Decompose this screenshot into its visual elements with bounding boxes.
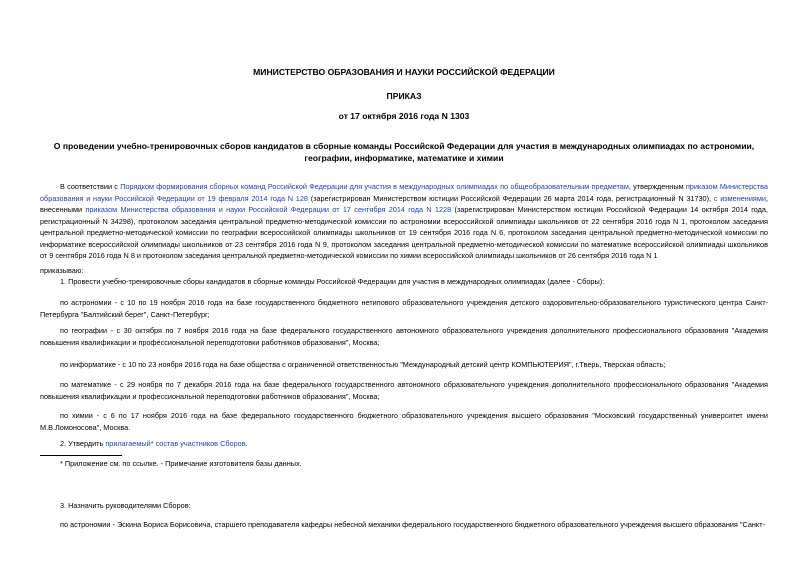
order-word: приказываю: — [40, 266, 84, 275]
preamble-paragraph — [40, 181, 768, 262]
preamble-text-5: (зарегистрирован Министерством юстиции Российской Федерации 14 октября 2014 года, регистрационный N 34298), протоколом заседания центральной предметно-методической комиссии по астрономии всероссийской олимпиады школьников от 22 сентября 2016 года N 1, протоколом заседания центральной предметно-методической комиссии по географии всероссийской олимпиады школьников от 19 сентября 2016 года N 6, протоколом заседания центральной предметно-методической комиссии по информатике всероссийской олимпиады школьников от 23 сентября 2016 года N 9, протоколом заседания центральной предметно-методической комиссии по математике всероссийской олимпиады школьников от 9 сентября 2016 года N 8 и протоколом заседания центральной предметно-методической комиссии по химии всероссийской олимпиады школьников от 26 сентября 2016 года N 1 — [40, 205, 768, 260]
footnote: * Приложение см. по ссылке. - Примечание изготовителя базы данных. — [60, 459, 302, 468]
item-informatics: по информатике - с 10 по 23 ноября 2016 года на базе общества с ограниченной ответственностью "Международный детский центр КОМПЬЮТЕРИЯ", г.Тверь, Тверская область; — [60, 360, 666, 369]
paragraph-2 — [40, 438, 768, 450]
footnote-divider — [40, 455, 122, 456]
link-procedure[interactable]: Порядком формирования сборных команд Российской Федерации для участия в международных олимпиадах по общеобразовательным предметам — [120, 182, 629, 191]
item-math: по математике - с 29 ноября по 7 декабря 2016 года на базе федерального государственного автономного образовательного учреждения дополнительного профессионального образования "Академия повышения квалификации и профессиональной переподготовки работников образования", Москва; — [40, 380, 768, 401]
item-geography: по географии - с 30 октября по 7 ноября 2016 года на базе федерального государственного автономного образовательного учреждения дополнительного профессионального образования "Академия повышения квалификации и профессиональной переподготовки работников образования", Москва; — [40, 326, 768, 347]
document-title: О проведении учебно-тренировочных сборов кандидатов в сборные команды Российской Федерации для участия в международных олимпиадах по астрономии, географии, информатике, математике и химии — [53, 141, 755, 163]
ministry-heading: МИНИСТЕРСТВО ОБРАЗОВАНИЯ И НАУКИ РОССИЙСКОЙ ФЕДЕРАЦИИ — [253, 67, 555, 77]
link-participants[interactable]: прилагаемый* состав участников Сборов — [105, 439, 246, 448]
heads-astronomy: по астрономии - Эскина Бориса Борисовича, старшего преподавателя кафедры небесной механики федерального государственного бюджетного образовательного учреждения высшего образования "Санкт- — [60, 520, 765, 529]
link-order-128[interactable]: приказом Министерства образования и науки Российской Федерации от 19 февраля 2014 года N 128 — [40, 182, 768, 203]
doc-type-heading: ПРИКАЗ — [386, 91, 422, 101]
link-order-1228[interactable]: приказом Министерства образования и науки Российской Федерации от 17 сентября 2014 года N 1228 — [85, 205, 452, 214]
paragraph-3: 3. Назначить руководителями Сборов: — [60, 501, 191, 510]
date-number: от 17 октября 2016 года N 1303 — [338, 111, 470, 121]
paragraph-1: 1. Провести учебно-тренировочные сборы кандидатов в сборные команды Российской Федерации для участия в международных олимпиадах (далее - Сборы): — [60, 277, 605, 286]
preamble-text-2: , утвержденным — [628, 182, 686, 191]
preamble-text-1: В соответствии с — [60, 182, 121, 191]
link-amendments[interactable]: с изменениями — [713, 193, 766, 203]
paragraph-2-text: 2. Утвердить — [60, 439, 106, 448]
preamble-text-3: (зарегистрирован Министерством юстиции Российской Федерации 26 марта 2014 года, регистрационный N 31730), — [307, 193, 714, 203]
item-astronomy: по астрономии - с 10 по 19 ноября 2016 года на базе государственного бюджетного нетипового образовательного учреждения детского оздоровительно-образовательного туристического центра Санкт-Петербурга "Балтийский берег", Санкт-Петербург; — [40, 298, 768, 319]
paragraph-2-end: . — [245, 439, 248, 448]
preamble-text-4: , внесенными — [40, 193, 768, 214]
item-chemistry: по химии - с 6 по 17 ноября 2016 года на базе федерального государственного бюджетного образовательного учреждения высшего образования "Московский государственный университет имени М.В.Ломоносова", Москва. — [40, 411, 768, 432]
